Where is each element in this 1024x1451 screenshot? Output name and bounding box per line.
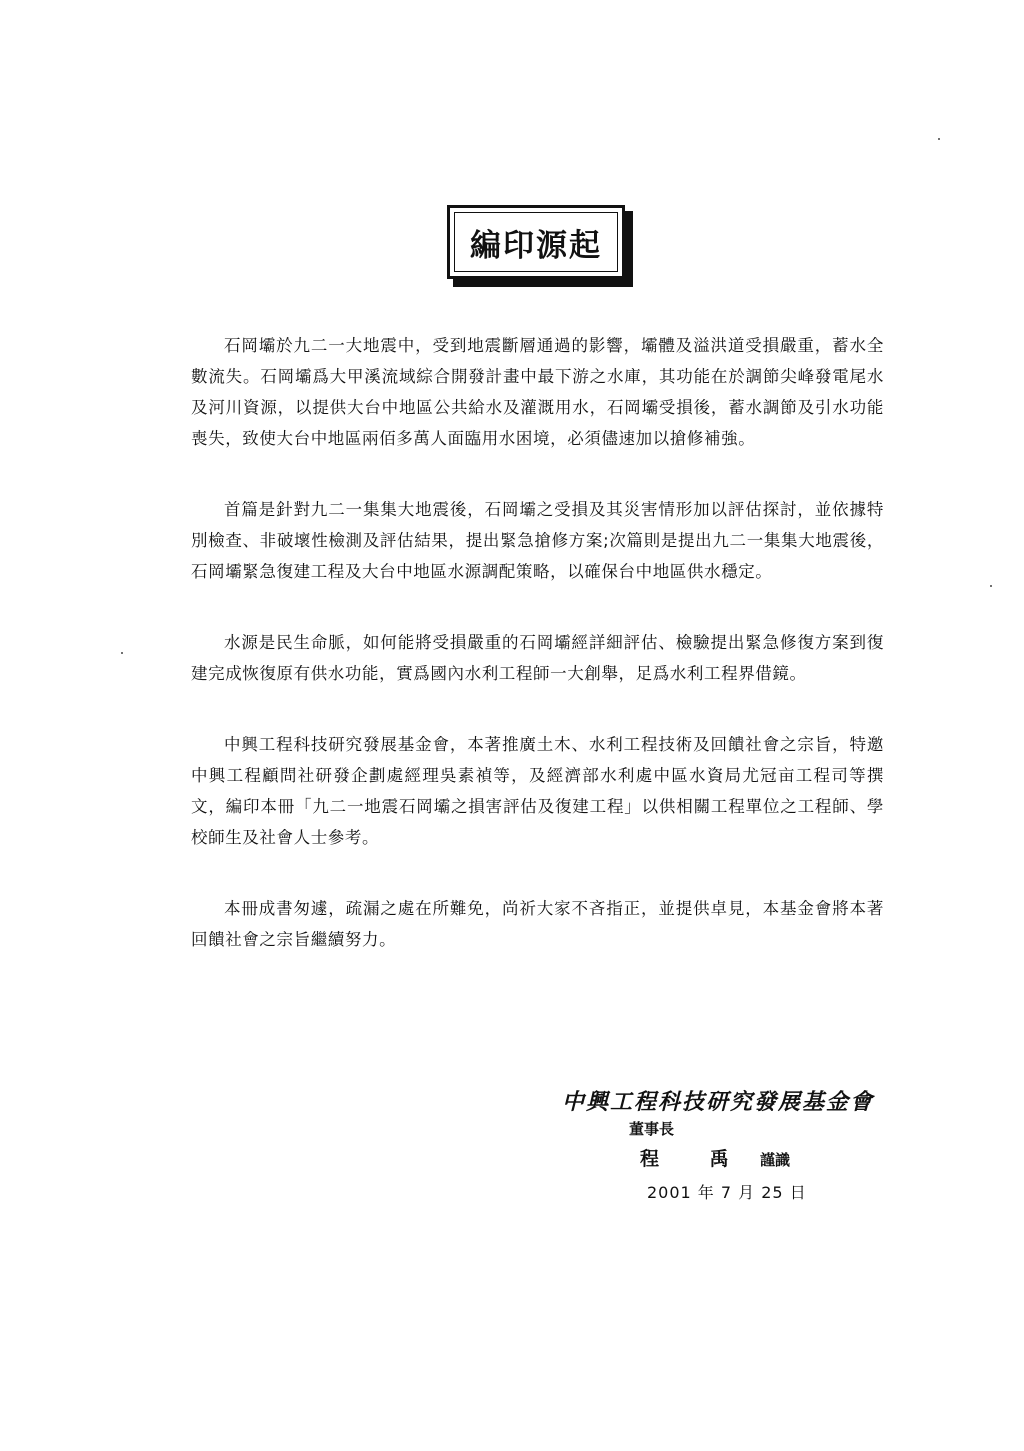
signature-organization: 中興工程科技研究發展基金會 <box>562 1089 875 1115</box>
signature-role: 董事長 <box>629 1120 675 1138</box>
scan-speck <box>121 652 123 654</box>
paragraph-2: 首篇是針對九二一集集大地震後，石岡壩之受損及其災害情形加以評估探討，並依據特別檢查、非破壞性檢測及評估結果，提出緊急搶修方案;次篇則是提出九二一集集大地震後，石岡壩緊急復建工程及大台中地區水源調配策略，以確保台中地區供水穩定。 <box>191 500 884 581</box>
page-title: 編印源起 <box>454 212 618 272</box>
paragraph-3: 水源是民生命脈，如何能將受損嚴重的石岡壩經詳細評估、檢驗提出緊急修復方案到復建完成恢復原有供水功能，實爲國內水利工程師一大創舉，足爲水利工程界借鏡。 <box>191 633 884 683</box>
scan-speck <box>938 138 940 140</box>
signature-date: 2001 年 7 月 25 日 <box>647 1183 807 1202</box>
paragraph-4: 中興工程科技研究發展基金會，本著推廣土木、水利工程技術及回饋社會之宗旨，特邀中興工程顧問社研發企劃處經理吳素禎等，及經濟部水利處中區水資局尤冠亩工程司等撰文，編印本冊「九二一地震石岡壩之損害評估及復建工程」以供相關工程單位之工程師、學校師生及社會人士參考。 <box>191 735 884 847</box>
body-text <box>191 330 884 995</box>
scan-speck <box>990 585 992 587</box>
paragraph-5: 本冊成書匆遽，疏漏之處在所難免，尚祈大家不吝指正，並提供卓見，本基金會將本著回饋社會之宗旨繼續努力。 <box>191 899 884 949</box>
title-frame <box>447 205 633 287</box>
signature-respect: 謹識 <box>760 1151 791 1169</box>
title-box <box>447 205 625 279</box>
signature-name: 程 禹 <box>640 1148 751 1170</box>
paragraph-1: 石岡壩於九二一大地震中，受到地震斷層通過的影響，壩體及溢洪道受損嚴重，蓄水全數流失。石岡壩爲大甲溪流域綜合開發計畫中最下游之水庫，其功能在於調節尖峰發電尾水及河川資源，以提供大台中地區公共給水及灌溉用水，石岡壩受損後，蓄水調節及引水功能喪失，致使大台中地區兩佰多萬人面臨用水困境，必須儘速加以搶修補強。 <box>191 336 884 448</box>
